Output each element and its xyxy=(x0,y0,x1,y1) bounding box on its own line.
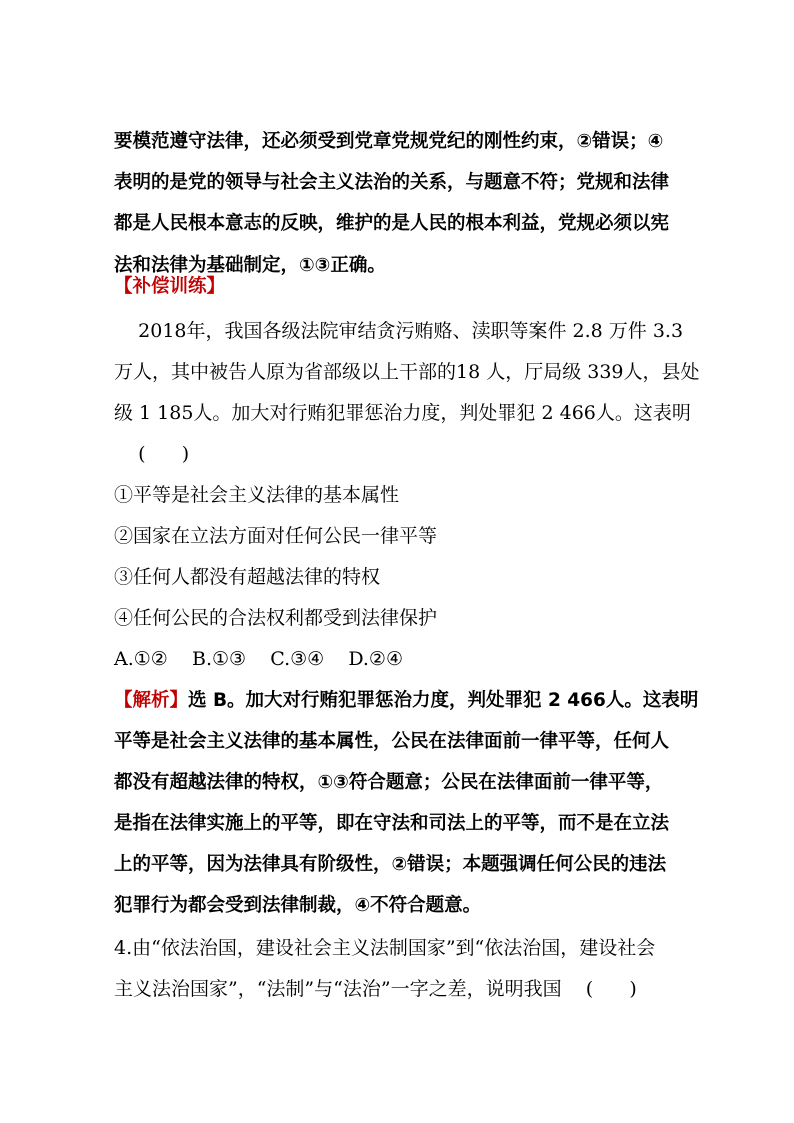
prev-explanation-line-2: 表明的是党的领导与社会主义法治的关系，与题意不符；党规和法律 xyxy=(114,172,670,193)
prev-explanation-line-4: 法和法律为基础制定，①③正确。 xyxy=(114,255,386,276)
question-stem-line-2: 万人，其中被告人原为省部级以上干部的18 人，厅局级 339人，县处 xyxy=(114,361,700,383)
analysis-line-3: 都没有超越法律的特权，①③符合题意；公民在法律面前一律平等， xyxy=(114,772,664,793)
question4-line-1: 4.由“依法治国，建设社会主义法制国家”到“依法治国，建设社会 xyxy=(114,937,656,959)
question4-line-2: 主义法治国家”，“法制”与“法治”一字之差，说明我国 ( ) xyxy=(114,978,637,1000)
statement-2: ②国家在立法方面对任何公民一律平等 xyxy=(114,525,438,547)
analysis-line-2: 平等是社会主义法律的基本属性，公民在法律面前一律平等，任何人 xyxy=(114,731,670,752)
statement-4: ④任何公民的合法权利都受到法律保护 xyxy=(114,607,438,629)
analysis-first-line xyxy=(114,688,698,714)
answer-blank: ( ) xyxy=(114,443,190,465)
analysis-first-line-text: 选 B。加大对行贿犯罪惩治力度，判处罪犯 2 466人。这表明 xyxy=(188,690,699,711)
analysis-line-6: 犯罪行为都会受到法律制裁，④不符合题意。 xyxy=(114,895,482,916)
prev-explanation-line-1: 要模范遵守法律，还必须受到党章党规党纪的刚性约束，②错误；④ xyxy=(114,131,664,152)
answer-options: A.①② B.①③ C.③④ D.②④ xyxy=(114,648,403,670)
question-stem-line-1: 2018年，我国各级法院审结贪污贿赂、渎职等案件 2.8 万件 3.3 xyxy=(114,320,684,342)
analysis-line-5: 上的平等，因为法律具有阶级性，②错误；本题强调任何公民的违法 xyxy=(114,854,667,875)
statement-1: ①平等是社会主义法律的基本属性 xyxy=(114,484,400,506)
prev-explanation-line-3: 都是人民根本意志的反映，维护的是人民的根本利益，党规必须以宪 xyxy=(114,213,670,234)
analysis-label: 【解析】 xyxy=(114,690,189,711)
analysis-line-4: 是指在法律实施上的平等，即在守法和司法上的平等，而不是在立法 xyxy=(114,813,670,834)
question-stem-line-3: 级 1 185人。加大对行贿犯罪惩治力度，判处罪犯 2 466人。这表明 xyxy=(114,402,691,424)
statement-3: ③任何人都没有超越法律的特权 xyxy=(114,566,381,588)
practice-heading: 【补偿训练】 xyxy=(114,276,226,297)
